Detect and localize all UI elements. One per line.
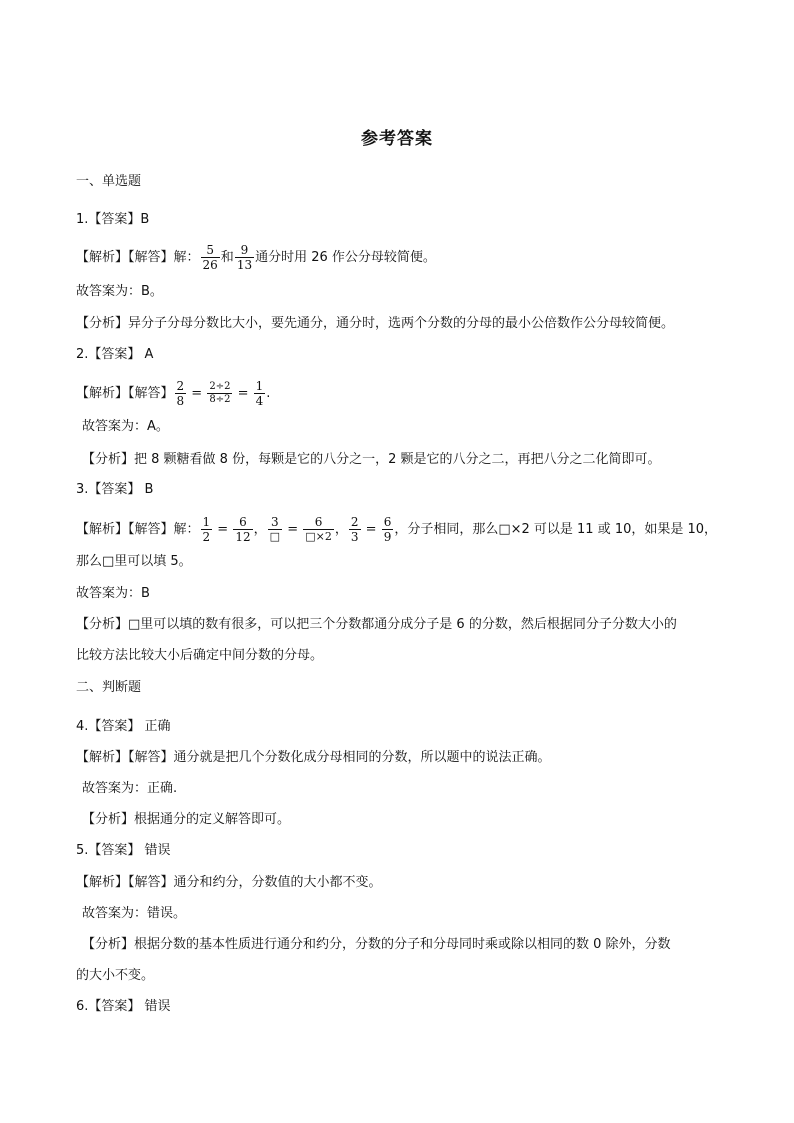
fraction-denominator: 12 xyxy=(235,530,251,544)
q2-explanation: 【分析】把 8 颗糖看做 8 份，每颗是它的八分之一，2 颗是它的八分之二，再把八分之二化简即可。 xyxy=(82,452,661,467)
fraction-numerator: 6 xyxy=(303,516,334,530)
equals-sign: = xyxy=(191,386,203,401)
fraction-denominator: 13 xyxy=(236,258,253,272)
q3-fraction-6-box-times-2 xyxy=(303,516,334,543)
q3-fraction-6-12 xyxy=(233,516,252,543)
fraction-numerator: 3 xyxy=(268,516,282,530)
fraction-numerator: 5 xyxy=(201,244,220,258)
q3-analysis-prefix: 【解析】【解答】解： xyxy=(76,522,200,537)
fraction-denominator: 8 xyxy=(176,394,185,408)
q5-explanation-line1: 【分析】根据分数的基本性质进行通分和约分，分数的分子和分母同时乘或除以相同的数 0 除外，分数 xyxy=(82,937,671,952)
q1-analysis-prefix: 【解析】【解答】解： xyxy=(76,250,200,265)
q5-result: 故答案为：错误。 xyxy=(82,906,187,921)
fraction-numerator: 1 xyxy=(202,515,211,529)
q4-explanation: 【分析】根据通分的定义解答即可。 xyxy=(82,812,291,827)
fraction-numerator: 2÷2 xyxy=(209,381,231,392)
fraction-numerator: 6 xyxy=(233,516,252,530)
q1-analysis xyxy=(76,244,436,271)
section-heading-single-choice: 一、单选题 xyxy=(76,174,142,189)
equals-sign: = xyxy=(365,522,377,537)
q6-answer: 6.【答案】 错误 xyxy=(76,999,171,1014)
fraction-denominator: □ xyxy=(269,530,281,543)
q3-analysis-continued: 那么□里可以填 5。 xyxy=(76,554,192,569)
q3-answer: 3.【答案】 B xyxy=(76,482,154,497)
comma: ， xyxy=(253,522,267,537)
fraction-denominator: 9 xyxy=(383,530,392,544)
fraction-numerator: 9 xyxy=(235,244,254,258)
fraction-denominator: 3 xyxy=(350,530,359,544)
q3-fraction-6-9 xyxy=(382,516,394,543)
q4-answer: 4.【答案】 正确 xyxy=(76,719,171,734)
q1-answer: 1.【答案】B xyxy=(76,212,150,227)
fraction-denominator: 8÷2 xyxy=(209,394,231,405)
fraction-numerator: 2 xyxy=(350,515,359,529)
q3-analysis xyxy=(76,516,717,543)
q5-explanation-line2: 的大小不变。 xyxy=(76,968,155,983)
q2-period: . xyxy=(266,386,271,401)
q2-result: 故答案为：A。 xyxy=(82,419,169,434)
q4-result: 故答案为：正确. xyxy=(82,781,178,796)
q3-fraction-3-box xyxy=(268,516,282,543)
fraction-numerator: 6 xyxy=(383,515,392,529)
q3-fraction-2-3 xyxy=(349,516,361,543)
q2-analysis-prefix: 【解析】【解答】 xyxy=(76,386,174,401)
equals-sign: = xyxy=(287,522,299,537)
q2-analysis xyxy=(76,380,270,407)
q1-analysis-suffix: 通分时用 26 作公分母较简便。 xyxy=(255,250,436,265)
fraction-denominator: 4 xyxy=(255,394,264,408)
section-heading-true-false: 二、判断题 xyxy=(76,680,142,695)
fraction-denominator: 26 xyxy=(202,258,218,272)
q5-analysis: 【解析】【解答】通分和约分，分数值的大小都不变。 xyxy=(76,875,382,890)
comma: ， xyxy=(334,522,348,537)
equals-sign: = xyxy=(237,386,249,401)
fraction-denominator: □×2 xyxy=(305,530,332,543)
fraction-denominator: 2 xyxy=(202,530,211,544)
q2-fraction-2-8 xyxy=(175,380,187,407)
q1-connector: 和 xyxy=(220,250,234,265)
fraction-numerator: 1 xyxy=(255,379,264,393)
page-title: 参考答案 xyxy=(361,129,433,149)
q2-fraction-1-4 xyxy=(254,380,266,407)
q1-fraction-5-26 xyxy=(201,244,220,271)
q4-analysis: 【解析】【解答】通分就是把几个分数化成分母相同的分数，所以题中的说法正确。 xyxy=(76,750,551,765)
q3-result: 故答案为：B xyxy=(76,586,150,601)
q3-analysis-suffix: ，分子相同，那么□×2 可以是 11 或 10，如果是 10， xyxy=(394,522,718,537)
q2-answer: 2.【答案】 A xyxy=(76,347,154,362)
q1-fraction-9-13 xyxy=(235,244,254,271)
fraction-numerator: 2 xyxy=(176,379,185,393)
q2-fraction-divided xyxy=(207,382,232,405)
q3-explanation-line1: 【分析】□里可以填的数有很多，可以把三个分数都通分成分子是 6 的分数，然后根据同分子分数大小的 xyxy=(76,617,677,632)
q3-fraction-1-2 xyxy=(201,516,213,543)
q5-answer: 5.【答案】 错误 xyxy=(76,843,171,858)
q1-explanation: 【分析】异分子分母分数比大小，要先通分，通分时，选两个分数的分母的最小公倍数作公分母较简便。 xyxy=(76,316,675,331)
q1-result: 故答案为：B。 xyxy=(76,284,163,299)
equals-sign: = xyxy=(217,522,229,537)
q3-explanation-line2: 比较方法比较大小后确定中间分数的分母。 xyxy=(76,648,324,663)
